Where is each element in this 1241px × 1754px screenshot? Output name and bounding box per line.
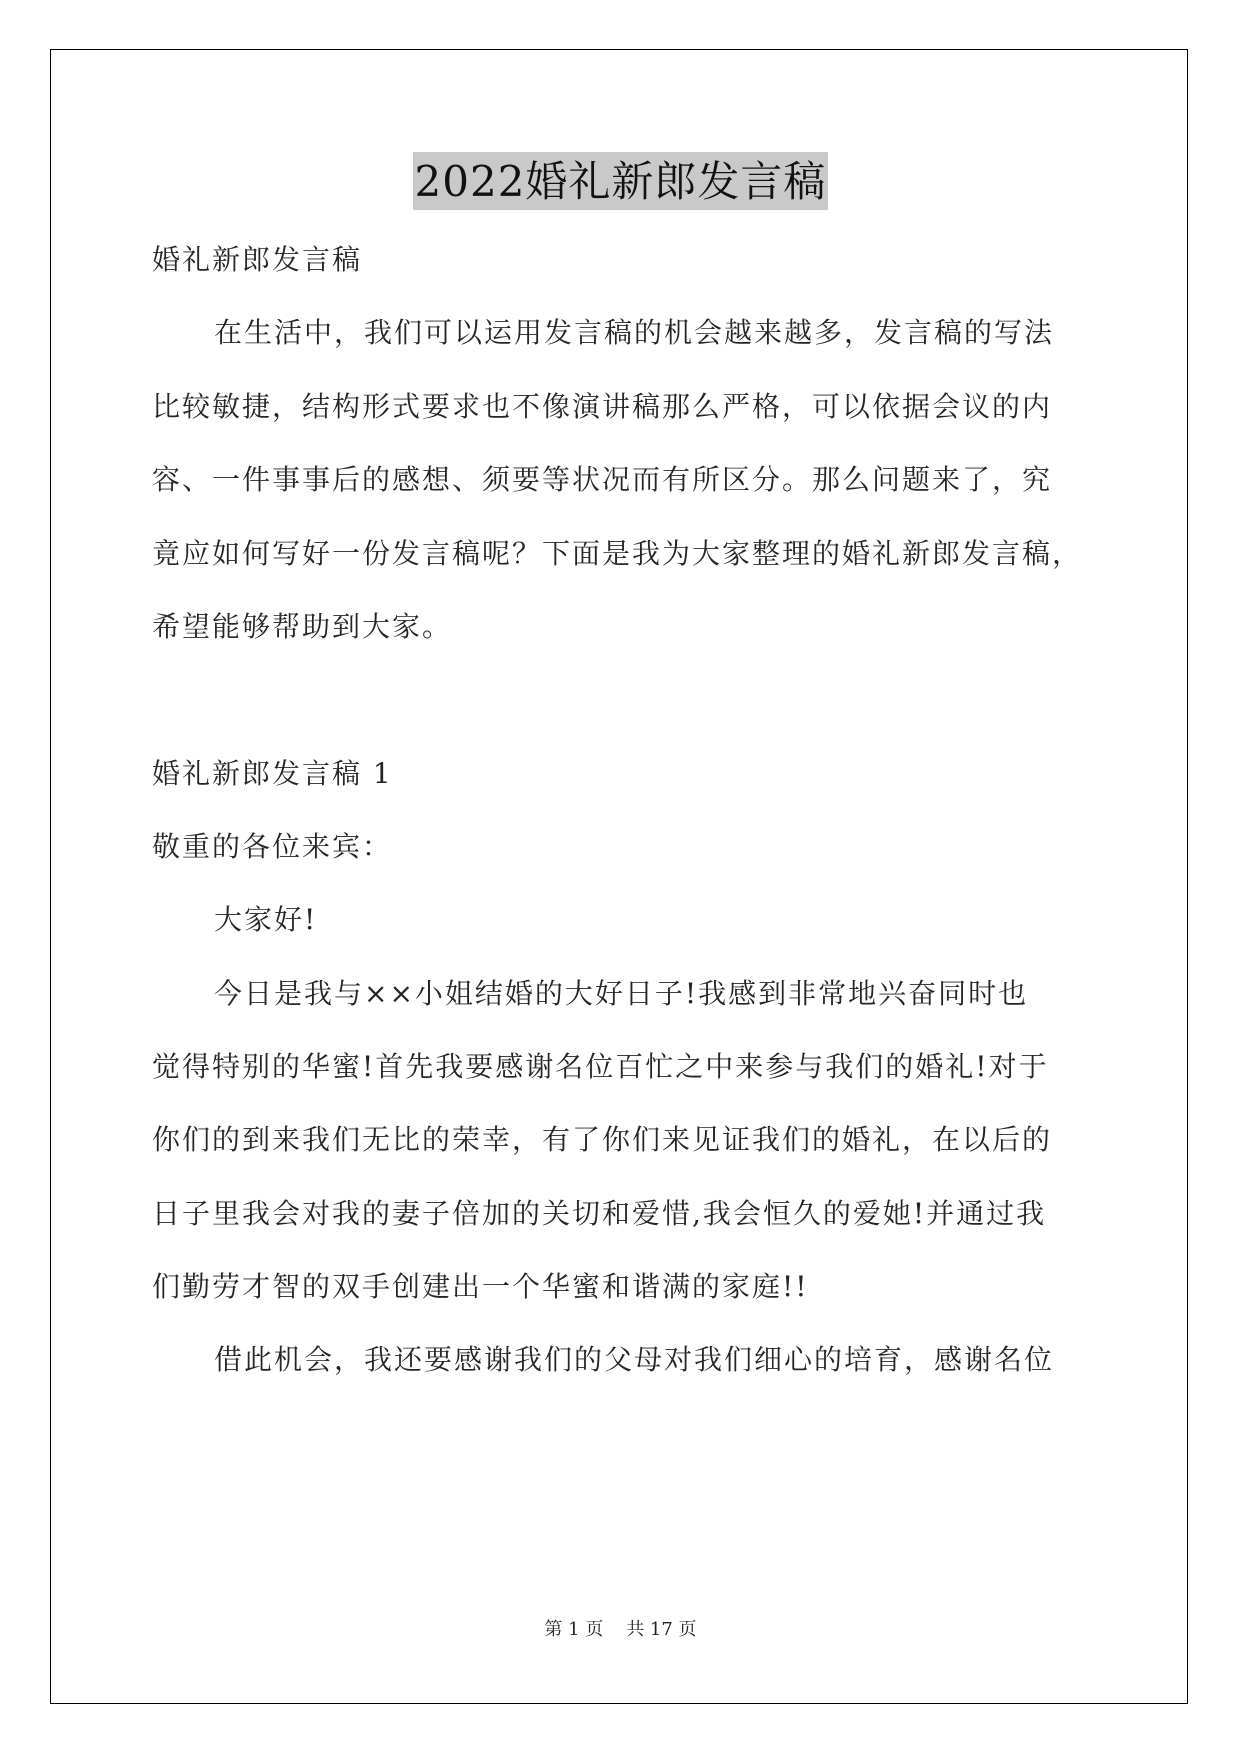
para1-line-1: 今日是我与××小姐结婚的大好日子!我感到非常地兴奋同时也	[214, 977, 1029, 1010]
section-heading: 婚礼新郎发言稿 1	[152, 757, 393, 790]
intro-line-3: 容、一件事事后的感想、须要等状况而有所区分。那么问题来了，究	[152, 463, 1053, 496]
para1-line-4: 日子里我会对我的妻子倍加的关切和爱惜,我会恒久的爱她!并通过我	[152, 1197, 1047, 1230]
intro-line-1: 在生活中，我们可以运用发言稿的机会越来越多，发言稿的写法	[214, 316, 1055, 349]
document-title: 2022婚礼新郎发言稿	[413, 152, 829, 210]
para2-line-1: 借此机会，我还要感谢我们的父母对我们细心的培育，感谢名位	[214, 1343, 1055, 1376]
para1-line-5: 们勤劳才智的双手创建出一个华蜜和谐满的家庭!!	[152, 1270, 809, 1303]
para1-line-3: 你们的到来我们无比的荣幸，有了你们来见证我们的婚礼，在以后的	[152, 1123, 1053, 1156]
intro-line-2: 比较敏捷，结构形式要求也不像演讲稿那么严格，可以依据会议的内	[152, 390, 1053, 423]
intro-line-5: 希望能够帮助到大家。	[152, 610, 453, 643]
document-subtitle: 婚礼新郎发言稿	[152, 243, 363, 276]
title-container	[0, 152, 1241, 210]
salutation: 敬重的各位来宾：	[152, 830, 393, 863]
page-number-footer: 第 1 页 共 17 页	[544, 1619, 697, 1640]
greeting: 大家好!	[214, 903, 318, 936]
intro-line-4: 竟应如何写好一份发言稿呢？下面是我为大家整理的婚礼新郎发言稿，	[152, 537, 1083, 570]
page-border	[50, 49, 1188, 1704]
para1-line-2: 觉得特别的华蜜!首先我要感谢名位百忙之中来参与我们的婚礼!对于	[152, 1050, 1049, 1083]
